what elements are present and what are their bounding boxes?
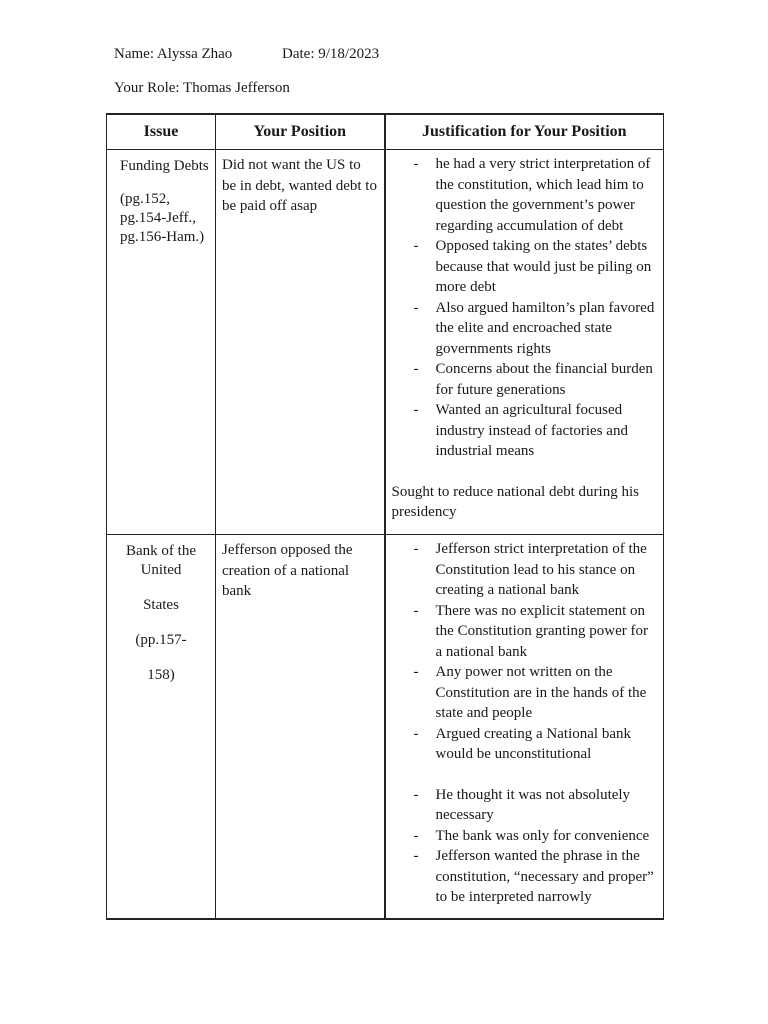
list-item: - There was no explicit statement on the Constitution granting power for a national bank <box>413 602 648 660</box>
list-item: - Wanted an agricultural focused industry instead of factories and industrial means <box>413 402 628 459</box>
issue-cell <box>107 150 216 535</box>
justification-list <box>392 539 658 765</box>
issue-cell <box>107 535 216 920</box>
issue-title: Bank of the United <box>126 543 196 578</box>
table-row <box>107 150 664 535</box>
list-item: - Argued creating a National bank would be unconstitutional <box>413 725 631 762</box>
table-header-row <box>107 114 664 150</box>
justification-list-continued <box>392 785 658 908</box>
column-header-issue: Issue <box>107 114 216 150</box>
student-name: Name: Alyssa Zhao <box>114 46 233 62</box>
list-item: - Any power not written on the Constitution are in the hands of the state and people <box>413 664 647 721</box>
column-header-position: Your Position <box>216 114 385 150</box>
position-cell <box>216 535 385 920</box>
list-item: - he had a very strict interpretation of the constitution, which lead him to question the government’s power regarding accumulation of debt <box>413 156 651 234</box>
issue-title: Funding Debts <box>120 158 209 174</box>
position-cell <box>216 150 385 535</box>
issue-page-reference: (pg.152, pg.154-Jeff., pg.156-Ham.) <box>120 191 205 245</box>
list-item: - The bank was only for convenience <box>413 827 650 844</box>
list-item: - Opposed taking on the states’ debts because that would just be piling on more debt <box>413 238 652 295</box>
position-text: Jefferson opposed the creation of a national bank <box>222 542 353 599</box>
justification-cell <box>385 535 664 920</box>
table-row <box>107 535 664 920</box>
issue-title-continued: States <box>143 597 179 613</box>
justification-summary: Sought to reduce national debt during his presidency <box>391 483 639 520</box>
justification-cell <box>385 150 664 535</box>
issue-page-reference: (pp.157- <box>135 632 187 648</box>
list-item: - Jefferson wanted the phrase in the constitution, “necessary and proper” to be interpreted narrowly <box>413 848 654 905</box>
list-item: - Jefferson strict interpretation of the Constitution lead to his stance on creating a national bank <box>413 541 647 598</box>
column-header-justification: Justification for Your Position <box>385 114 664 150</box>
assignment-date: Date: 9/18/2023 <box>282 46 380 62</box>
position-text: Did not want the US to be in debt, wanted debt to be paid off asap <box>222 157 377 214</box>
list-item: - Also argued hamilton’s plan favored the elite and encroached state governments rights <box>413 299 655 357</box>
position-table <box>106 113 664 920</box>
list-item: - Concerns about the financial burden for future generations <box>413 361 653 398</box>
justification-list <box>392 154 658 462</box>
student-role: Your Role: Thomas Jefferson <box>114 80 290 96</box>
list-item: - He thought it was not absolutely necessary <box>413 786 631 823</box>
issue-page-reference-continued: 158) <box>147 667 175 683</box>
